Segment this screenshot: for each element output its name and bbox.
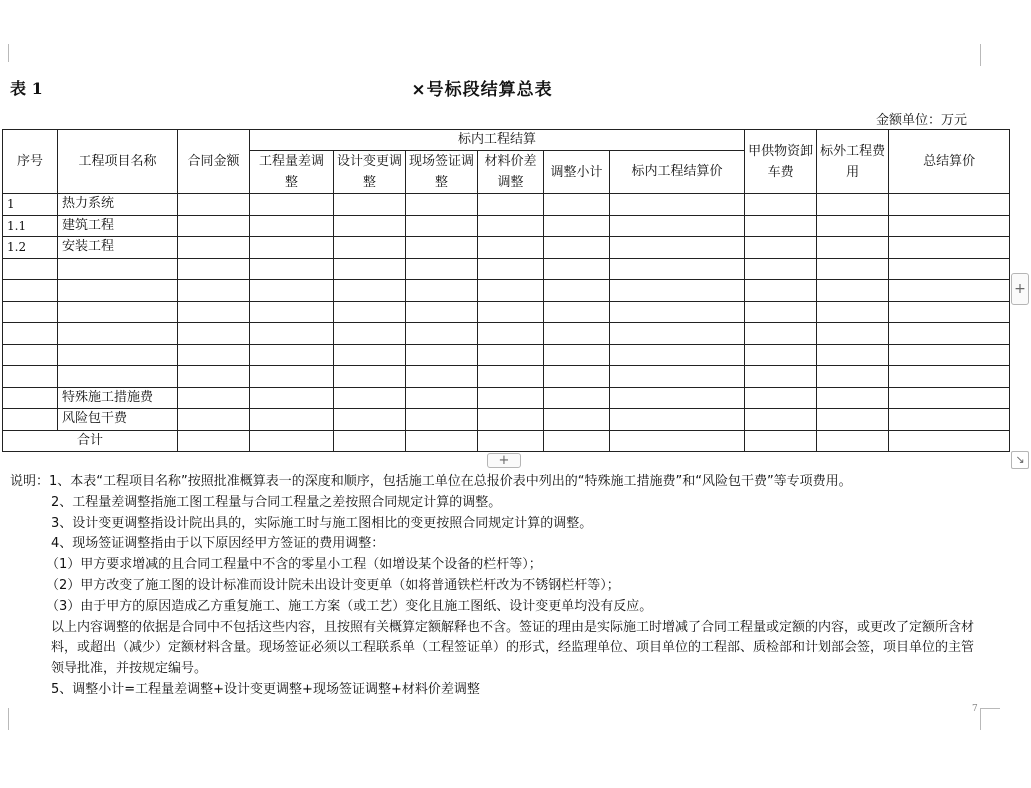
- table-row: [3, 323, 1010, 345]
- cell[interactable]: [817, 194, 889, 216]
- cell[interactable]: [334, 237, 406, 259]
- table-row: [3, 280, 1010, 302]
- total-label[interactable]: 合计: [3, 430, 178, 452]
- cell[interactable]: [544, 237, 610, 259]
- cell-name[interactable]: 特殊施工措施费: [58, 387, 178, 409]
- cell[interactable]: [334, 344, 406, 366]
- header-adj-subtotal[interactable]: 调整小计: [544, 151, 610, 194]
- note-line: 3、设计变更调整指设计院出具的，实际施工时与施工图相比的变更按照合同规定计算的调整。: [51, 515, 593, 531]
- cell[interactable]: [817, 301, 889, 323]
- cell[interactable]: [478, 387, 544, 409]
- cell-seq[interactable]: [3, 387, 58, 409]
- cell-seq[interactable]: [3, 258, 58, 280]
- cell[interactable]: [406, 194, 478, 216]
- header-material-price[interactable]: 材料价差调整: [478, 151, 544, 194]
- note-line: 说明：1、本表“工程项目名称”按照批准概算表一的深度和顺序，包括施工单位在总报价表中列出的“特殊施工措施费”和“风险包干费”等专项费用。: [10, 474, 852, 489]
- cell[interactable]: [745, 323, 817, 345]
- cell[interactable]: [889, 366, 1010, 388]
- cell[interactable]: [334, 430, 406, 452]
- cell-name[interactable]: 热力系统: [58, 194, 178, 216]
- cell[interactable]: [889, 258, 1010, 280]
- cell[interactable]: [250, 387, 334, 409]
- cell[interactable]: [610, 215, 745, 237]
- cell[interactable]: [745, 301, 817, 323]
- cell[interactable]: [406, 323, 478, 345]
- cell[interactable]: [817, 237, 889, 259]
- cell-name[interactable]: [58, 344, 178, 366]
- cell[interactable]: [889, 301, 1010, 323]
- cell[interactable]: [478, 237, 544, 259]
- cell[interactable]: [544, 366, 610, 388]
- table-row: [3, 344, 1010, 366]
- cell[interactable]: [745, 194, 817, 216]
- cell[interactable]: [544, 280, 610, 302]
- header-settlement-price[interactable]: 标内工程结算价: [610, 151, 745, 194]
- cell[interactable]: [817, 280, 889, 302]
- cell[interactable]: [544, 387, 610, 409]
- cell[interactable]: [406, 344, 478, 366]
- cell-seq[interactable]: 1.1: [3, 215, 58, 237]
- cell[interactable]: [889, 409, 1010, 431]
- cell[interactable]: [478, 280, 544, 302]
- cell[interactable]: [478, 344, 544, 366]
- cell[interactable]: [478, 409, 544, 431]
- cell[interactable]: [478, 215, 544, 237]
- cell[interactable]: [889, 387, 1010, 409]
- cell[interactable]: [745, 366, 817, 388]
- cell-seq[interactable]: 1.2: [3, 237, 58, 259]
- crop-mark-top-left: [0, 44, 9, 62]
- cell[interactable]: [544, 430, 610, 452]
- cell[interactable]: [406, 237, 478, 259]
- cell[interactable]: [610, 301, 745, 323]
- cell[interactable]: [544, 215, 610, 237]
- cell[interactable]: [250, 237, 334, 259]
- table-resize-handle[interactable]: ↘: [1011, 451, 1029, 469]
- amount-unit: 金额单位：万元: [876, 113, 968, 128]
- cell[interactable]: [250, 215, 334, 237]
- cell[interactable]: [889, 194, 1010, 216]
- cell-name[interactable]: [58, 323, 178, 345]
- crop-mark-top-right: [980, 44, 1000, 66]
- cell[interactable]: [889, 323, 1010, 345]
- cell-seq[interactable]: [3, 344, 58, 366]
- cell[interactable]: [178, 323, 250, 345]
- cell[interactable]: [745, 430, 817, 452]
- table-row: [3, 387, 1010, 409]
- cell[interactable]: [178, 194, 250, 216]
- note-line: （1）甲方要求增减的且合同工程量中不含的零星小工程（如增设某个设备的栏杆等）；: [46, 557, 542, 573]
- cell-seq[interactable]: [3, 409, 58, 431]
- cell[interactable]: [178, 366, 250, 388]
- cell[interactable]: [334, 409, 406, 431]
- cell[interactable]: [334, 366, 406, 388]
- header-supplied-unload[interactable]: 甲供物资卸车费: [745, 130, 817, 194]
- header-design-change[interactable]: 设计变更调整: [334, 151, 406, 194]
- header-seq[interactable]: 序号: [3, 130, 58, 194]
- cell-seq[interactable]: [3, 323, 58, 345]
- crop-mark-bottom-right: [980, 708, 1000, 730]
- cell[interactable]: [250, 301, 334, 323]
- add-row-button[interactable]: +: [1011, 273, 1029, 305]
- cell[interactable]: [544, 323, 610, 345]
- cell-name[interactable]: 安装工程: [58, 237, 178, 259]
- table-row: [3, 237, 1010, 259]
- cell[interactable]: [745, 280, 817, 302]
- cell[interactable]: [610, 194, 745, 216]
- cell[interactable]: [817, 215, 889, 237]
- cell[interactable]: [889, 237, 1010, 259]
- table-row: [3, 366, 1010, 388]
- cell[interactable]: [178, 215, 250, 237]
- cell[interactable]: [334, 301, 406, 323]
- cell-seq[interactable]: 1: [3, 194, 58, 216]
- cell[interactable]: [250, 280, 334, 302]
- cell-name[interactable]: 建筑工程: [58, 215, 178, 237]
- cell[interactable]: [889, 430, 1010, 452]
- cell[interactable]: [817, 430, 889, 452]
- note-line: （2）甲方改变了施工图的设计标准而设计院未出设计变更单（如将普通铁栏杆改为不锈钢栏杆等）；: [46, 577, 620, 593]
- total-row: [3, 430, 1010, 452]
- cell[interactable]: [178, 280, 250, 302]
- cell[interactable]: [406, 430, 478, 452]
- cell[interactable]: [745, 258, 817, 280]
- table-row: [3, 258, 1010, 280]
- header-outside-cost[interactable]: 标外工程费用: [817, 130, 889, 194]
- cell[interactable]: [178, 387, 250, 409]
- cell[interactable]: [406, 387, 478, 409]
- cell[interactable]: [817, 344, 889, 366]
- header-group-in-bid[interactable]: 标内工程结算: [250, 130, 745, 151]
- settlement-table[interactable]: [2, 129, 1010, 452]
- cell[interactable]: [745, 409, 817, 431]
- cell[interactable]: [406, 409, 478, 431]
- note-line: （3）由于甲方的原因造成乙方重复施工、施工方案（或工艺）变化且施工图纸、设计变更单均没有反应。: [46, 598, 653, 614]
- cell[interactable]: [178, 430, 250, 452]
- note-paragraph: 以上内容调整的依据是合同中不包括这些内容，且按照有关概算定额解释也不含。签证的理由是实际施工时增减了合同工程量或定额的内容，或更改了定额所含材料，或超出（减少）定额材料含量。现场签证必须以工程联系单（工程签证单）的形式，经监理单位、项目单位的工程部、质检部和计划部会签，项目单位的主管领导批准，并按规定编号。: [51, 619, 975, 677]
- cell[interactable]: [178, 301, 250, 323]
- cell[interactable]: [250, 430, 334, 452]
- table-row: [3, 215, 1010, 237]
- note-line: 4、现场签证调整指由于以下原因经甲方签证的费用调整：: [51, 536, 385, 552]
- cell[interactable]: [889, 215, 1010, 237]
- cell[interactable]: [610, 344, 745, 366]
- cell-seq[interactable]: [3, 280, 58, 302]
- cell-name[interactable]: [58, 280, 178, 302]
- cell[interactable]: [610, 430, 745, 452]
- cell[interactable]: [406, 280, 478, 302]
- cell[interactable]: [478, 430, 544, 452]
- cell[interactable]: [745, 387, 817, 409]
- cell[interactable]: [250, 194, 334, 216]
- cell[interactable]: [544, 344, 610, 366]
- add-column-button[interactable]: +: [487, 453, 521, 468]
- page-title: ×号标段结算总表: [411, 80, 553, 100]
- table-row: [3, 301, 1010, 323]
- header-site-visa[interactable]: 现场签证调整: [406, 151, 478, 194]
- cell-name[interactable]: [58, 258, 178, 280]
- header-quantity-adj[interactable]: 工程量差调整: [250, 151, 334, 194]
- cell[interactable]: [745, 344, 817, 366]
- cell-seq[interactable]: [3, 366, 58, 388]
- cell[interactable]: [745, 237, 817, 259]
- cell[interactable]: [610, 237, 745, 259]
- cell[interactable]: [250, 409, 334, 431]
- cell[interactable]: [406, 215, 478, 237]
- note-line: 5、调整小计=工程量差调整+设计变更调整+现场签证调整+材料价差调整: [51, 681, 480, 697]
- cell[interactable]: [406, 366, 478, 388]
- page-number: 7: [972, 704, 978, 714]
- cell[interactable]: [544, 194, 610, 216]
- cell[interactable]: [817, 366, 889, 388]
- cell-name[interactable]: [58, 301, 178, 323]
- cell[interactable]: [250, 323, 334, 345]
- cell[interactable]: [478, 258, 544, 280]
- cell[interactable]: [406, 258, 478, 280]
- note-line: 2、工程量差调整指施工图工程量与合同工程量之差按照合同规定计算的调整。: [51, 494, 502, 510]
- cell-name[interactable]: 风险包干费: [58, 409, 178, 431]
- cell[interactable]: [817, 409, 889, 431]
- cell[interactable]: [334, 280, 406, 302]
- notes-section: [0, 472, 1000, 701]
- table-row: [3, 409, 1010, 431]
- cell[interactable]: [178, 409, 250, 431]
- header-contract-amount[interactable]: 合同金额: [178, 130, 250, 194]
- cell[interactable]: [610, 258, 745, 280]
- cell[interactable]: [544, 409, 610, 431]
- table-label: 表 1: [10, 79, 43, 98]
- header-project-name[interactable]: 工程项目名称: [58, 130, 178, 194]
- cell[interactable]: [250, 258, 334, 280]
- header-total-settlement[interactable]: 总结算价: [889, 130, 1010, 194]
- cell[interactable]: [610, 280, 745, 302]
- cell[interactable]: [478, 194, 544, 216]
- cell-seq[interactable]: [3, 301, 58, 323]
- cell-name[interactable]: [58, 366, 178, 388]
- cell[interactable]: [610, 409, 745, 431]
- cell[interactable]: [544, 301, 610, 323]
- cell[interactable]: [889, 344, 1010, 366]
- cell[interactable]: [610, 366, 745, 388]
- cell[interactable]: [478, 323, 544, 345]
- cell[interactable]: [334, 323, 406, 345]
- table-row: [3, 194, 1010, 216]
- cell[interactable]: [610, 387, 745, 409]
- cell[interactable]: [817, 258, 889, 280]
- cell[interactable]: [334, 258, 406, 280]
- cell[interactable]: [334, 194, 406, 216]
- cell[interactable]: [817, 323, 889, 345]
- cell[interactable]: [544, 258, 610, 280]
- cell[interactable]: [250, 344, 334, 366]
- cell[interactable]: [334, 215, 406, 237]
- cell[interactable]: [817, 387, 889, 409]
- cell[interactable]: [178, 258, 250, 280]
- cell[interactable]: [745, 215, 817, 237]
- cell[interactable]: [478, 366, 544, 388]
- cell[interactable]: [178, 344, 250, 366]
- cell[interactable]: [250, 366, 334, 388]
- cell[interactable]: [406, 301, 478, 323]
- cell[interactable]: [889, 280, 1010, 302]
- cell[interactable]: [334, 387, 406, 409]
- cell[interactable]: [478, 301, 544, 323]
- crop-mark-bottom-left: [0, 708, 9, 730]
- cell[interactable]: [178, 237, 250, 259]
- cell[interactable]: [610, 323, 745, 345]
